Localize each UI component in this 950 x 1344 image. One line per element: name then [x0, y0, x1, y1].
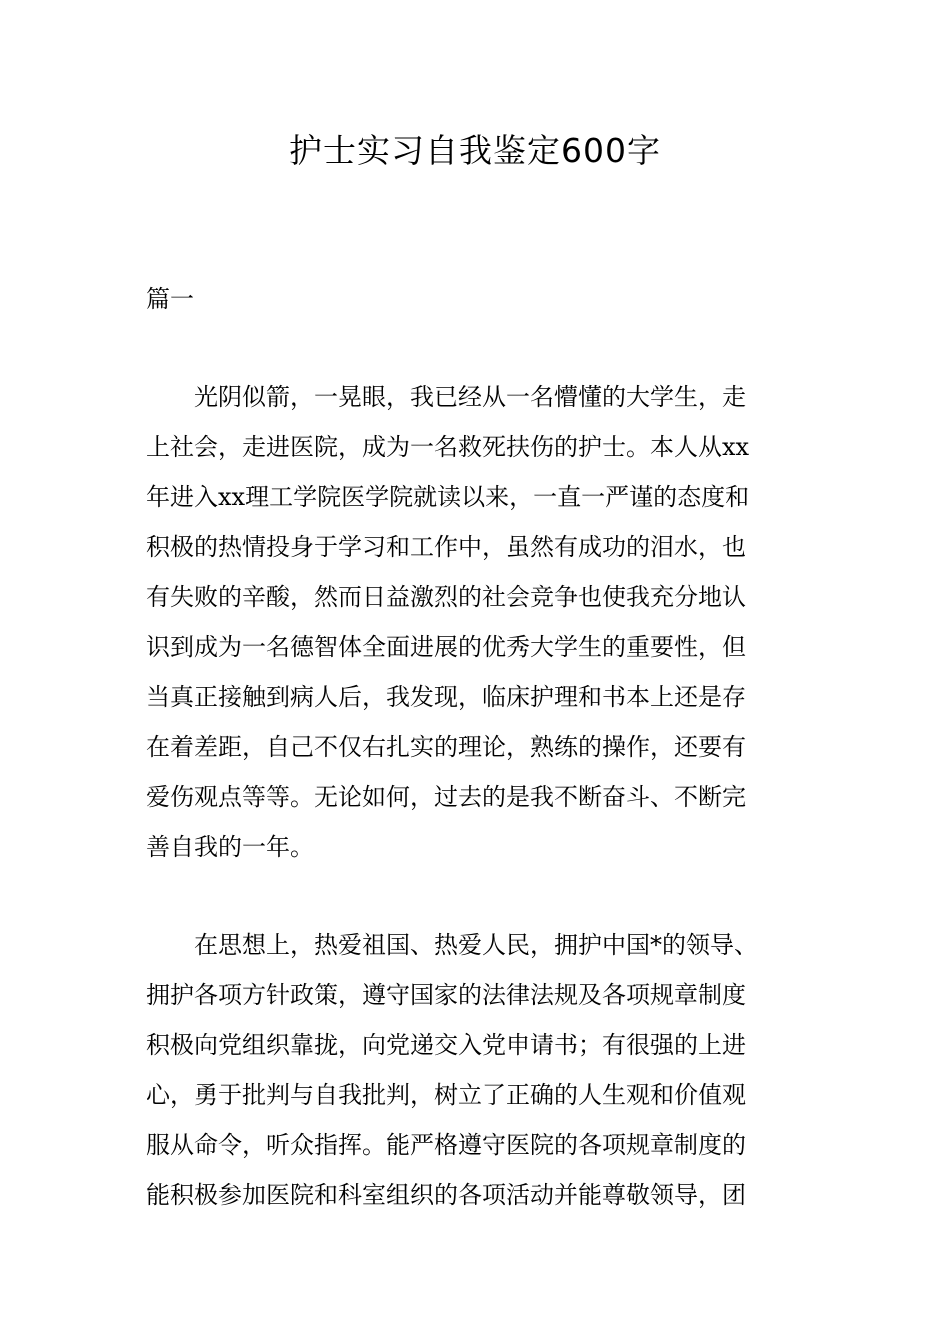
paragraph-line: 在思想上，热爱祖国、热爱人民，拥护中国*的领导、	[194, 931, 758, 959]
paragraph-line: 能积极参加医院和科室组织的各项活动并能尊敬领导，团	[146, 1181, 746, 1209]
paragraph-line: 心，勇于批判与自我批判，树立了正确的人生观和价值观	[146, 1081, 746, 1109]
paragraph-line: 识到成为一名德智体全面进展的优秀大学生的重要性，但	[146, 633, 746, 661]
paragraph-2	[146, 920, 814, 1220]
paragraph-1	[146, 372, 814, 872]
document-title: 护士实习自我鉴定600字	[289, 131, 661, 170]
paragraph-line: 在着差距，自己不仅右扎实的理论，熟练的操作，还要有	[146, 733, 746, 761]
paragraph-line: 善自我的一年。	[146, 833, 314, 861]
paragraph-line: 有失败的辛酸，然而日益激烈的社会竞争也使我充分地认	[146, 583, 746, 611]
paragraph-line: 当真正接触到病人后，我发现，临床护理和书本上还是存	[146, 683, 746, 711]
paragraph-line: 拥护各项方针政策，遵守国家的法律法规及各项规章制度	[146, 981, 746, 1009]
paragraph-line: 光阴似箭，一晃眼，我已经从一名懵懂的大学生，走	[194, 383, 746, 411]
paragraph-line: 年进入xx理工学院医学院就读以来，一直一严谨的态度和	[146, 483, 750, 511]
section-label: 篇一	[146, 285, 194, 313]
paragraph-line: 积极向党组织靠拢，向党递交入党申请书；有很强的上进	[146, 1031, 746, 1059]
paragraph-line: 上社会，走进医院，成为一名救死扶伤的护士。本人从xx	[146, 433, 750, 461]
paragraph-line: 服从命令，听众指挥。能严格遵守医院的各项规章制度的	[146, 1131, 746, 1159]
paragraph-line: 爱伤观点等等。无论如何，过去的是我不断奋斗、不断完	[146, 783, 746, 811]
paragraph-line: 积极的热情投身于学习和工作中，虽然有成功的泪水，也	[146, 533, 746, 561]
